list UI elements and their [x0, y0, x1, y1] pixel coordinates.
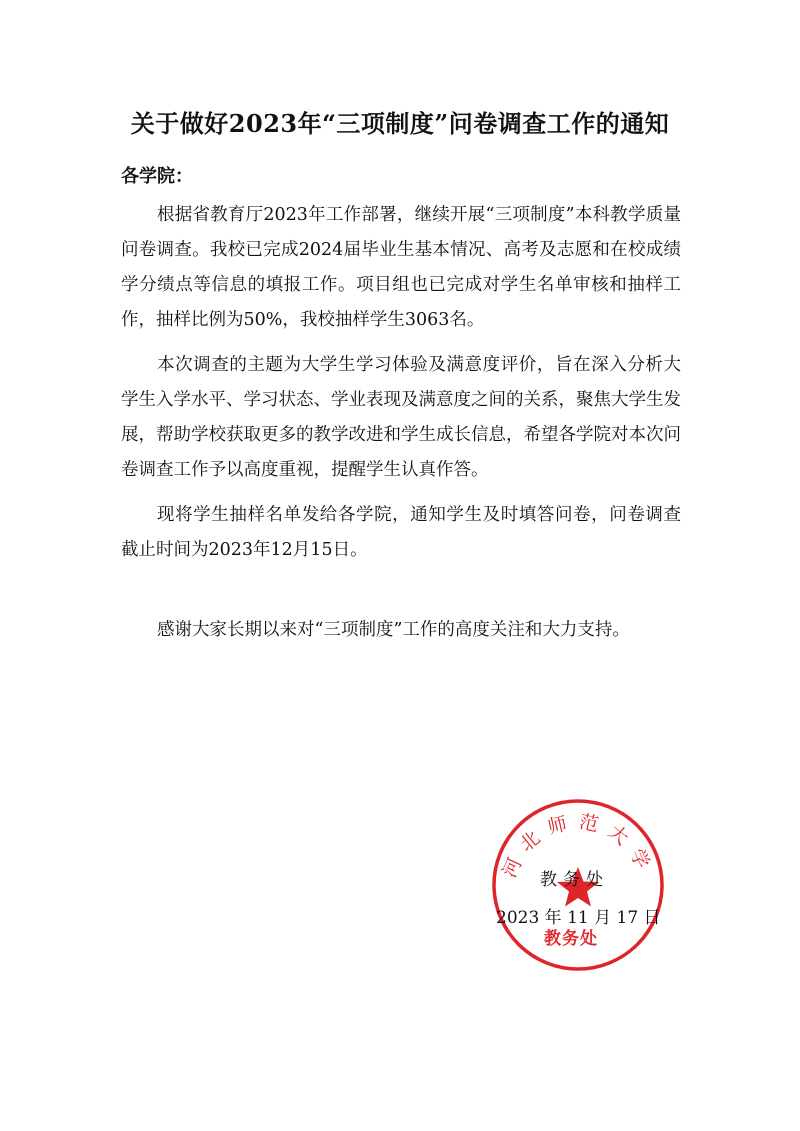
document-body: [121, 198, 681, 658]
thanks-paragraph: 感谢大家长期以来对“三项制度”工作的高度关注和大力支持。: [157, 620, 630, 640]
paragraph-3: 现将学生抽样名单发给各学院，通知学生及时填答问卷，问卷调查截止时间为2023年12月15日。: [121, 505, 681, 560]
paragraph-2: 本次调查的主题为大学生学习体验及满意度评价，旨在深入分析大学生入学水平、学习状态、学业表现及满意度之间的关系，聚焦大学生发展，帮助学校获取更多的教学改进和学生成长信息，希望各学院对本次问卷调查工作予以高度重视，提醒学生认真作答。: [121, 355, 681, 480]
document-title: 关于做好2023年“三项制度”问卷调查工作的通知: [130, 109, 670, 138]
seal-bottom-text: 教务处: [544, 929, 598, 949]
signature-department: 教务处: [540, 870, 609, 890]
seal-arc-text: 河北师范大学: [498, 810, 658, 882]
paragraph-1: 根据省教育厅2023年工作部署，继续开展“三项制度”本科教学质量问卷调查。我校已完成2024届毕业生基本情况、高考及志愿和在校成绩学分绩点等信息的填报工作。项目组也已完成对学生名单审核和抽样工作，抽样比例为50%，我校抽样学生3063名。: [121, 205, 681, 330]
salutation: 各学院：: [121, 166, 193, 187]
signature-date: 2023 年 11 月 17 日: [496, 908, 661, 928]
